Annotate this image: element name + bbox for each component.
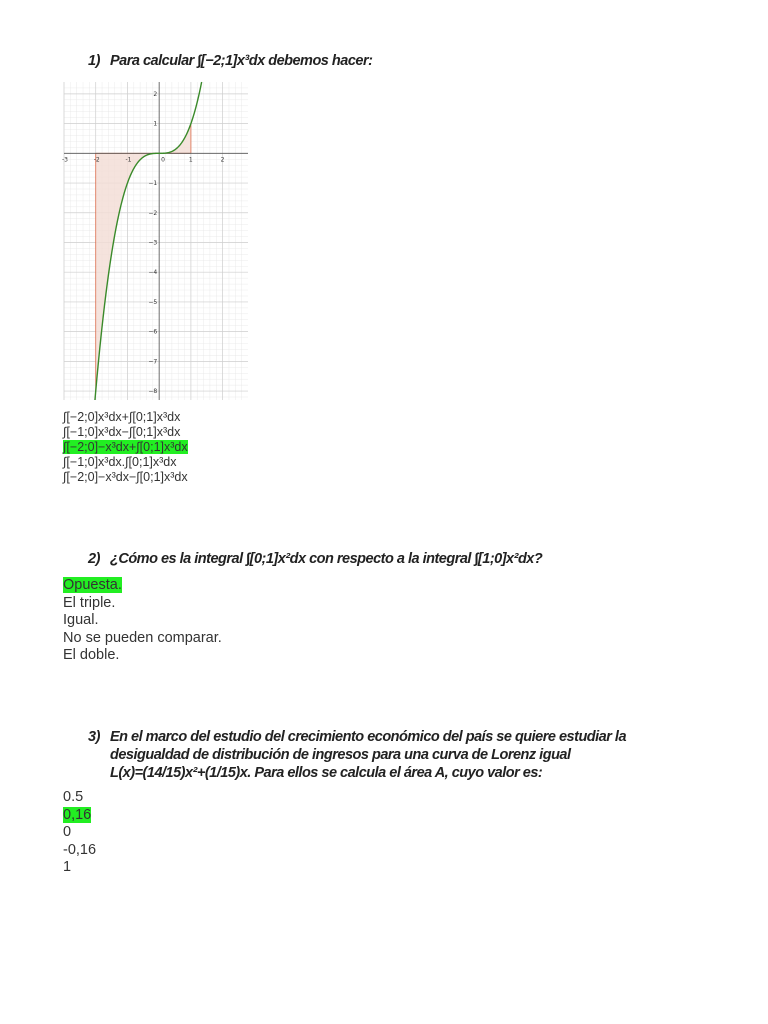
question-3-line-2: desigualdad de distribución de ingresos para una curva de Lorenz igual	[110, 747, 571, 763]
option-3a[interactable]: 0.5	[63, 789, 84, 805]
x-tick-label: -3	[62, 156, 68, 164]
x-tick-label: 1	[188, 156, 193, 164]
question-1-title	[88, 52, 372, 70]
question-1-text: Para calcular ∫[−2;1]x³dx debemos hacer:	[110, 53, 373, 69]
question-3-number: 3)	[88, 729, 100, 745]
y-tick-label: −6	[148, 328, 158, 336]
question-2-title	[88, 550, 542, 568]
x-tick-label: -1	[125, 156, 132, 164]
option-2b[interactable]: El triple.	[63, 594, 116, 611]
y-tick-label: −8	[148, 388, 158, 396]
y-tick-label: 2	[153, 90, 158, 98]
y-tick-label: −7	[148, 358, 158, 366]
option-3d[interactable]: -0,16	[63, 841, 97, 858]
option-2e[interactable]: El doble.	[63, 647, 120, 663]
y-tick-label: −4	[148, 269, 158, 277]
question-3-line-3: L(x)=(14/15)x²+(1/15)x. Para ellos se calcula el área A, cuyo valor es:	[110, 765, 543, 781]
question-3-title	[88, 728, 626, 782]
option-2d[interactable]: No se pueden comparar.	[63, 629, 222, 646]
option-1b[interactable]: ∫[−1;0]x³dx−∫[0;1]x³dx	[63, 425, 181, 439]
option-3b[interactable]	[63, 807, 96, 825]
y-tick-label: 1	[153, 120, 158, 128]
question-2-options	[63, 577, 222, 665]
question-2-number: 2)	[88, 551, 100, 567]
question-1-number: 1)	[88, 53, 100, 69]
question-1-options	[63, 410, 188, 485]
option-1d[interactable]: ∫[−1;0]x³dx.∫[0;1]x³dx	[63, 455, 177, 469]
option-1c[interactable]	[63, 440, 188, 455]
highlighted-answer: Opuesta.	[63, 577, 122, 593]
y-tick-label: −2	[148, 209, 158, 217]
option-3c[interactable]: 0	[63, 824, 72, 840]
question-3-line-1: En el marco del estudio del crecimiento económico del país se quiere estudiar la	[110, 729, 627, 745]
question-3-options	[63, 789, 96, 877]
option-1a[interactable]: ∫[−2;0]x³dx+∫[0;1]x³dx	[63, 410, 181, 424]
x-tick-label: -2	[93, 156, 100, 164]
x-tick-label: 2	[220, 156, 225, 164]
y-tick-label: −5	[148, 298, 158, 306]
cubic-function-graph	[64, 82, 248, 400]
y-tick-label: −1	[148, 180, 158, 188]
highlighted-answer: 0,16	[63, 806, 92, 823]
option-2a[interactable]	[63, 577, 222, 595]
question-2-text: ¿Cómo es la integral ∫[0;1]x²dx con respecto a la integral ∫[1;0]x²dx?	[110, 551, 543, 567]
option-3e[interactable]: 1	[63, 859, 72, 875]
option-2c[interactable]: Igual.	[63, 612, 99, 628]
highlighted-answer: ∫[−2;0]−x³dx+∫[0;1]x³dx	[63, 440, 188, 454]
x-tick-label: 0	[161, 156, 166, 164]
option-1e[interactable]: ∫[−2;0]−x³dx−∫[0;1]x³dx	[63, 470, 188, 484]
y-tick-label: −3	[148, 239, 158, 247]
